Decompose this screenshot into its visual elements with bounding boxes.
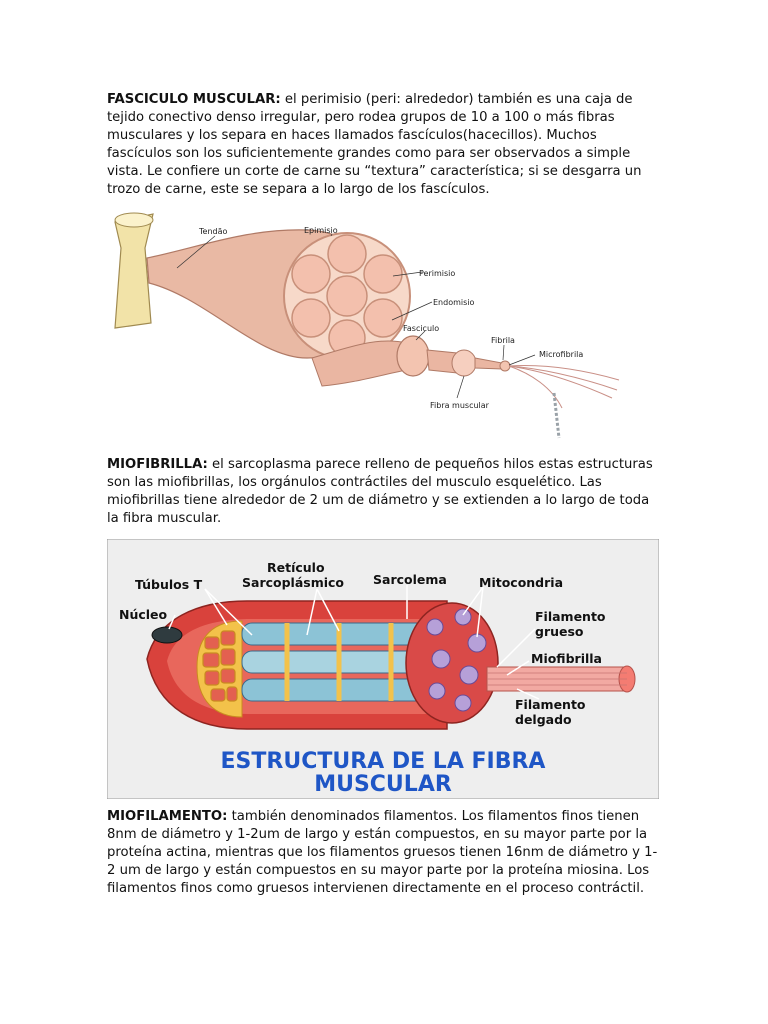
miofibrilla-text: el sarcoplasma parece relleno de pequeños hilos estas estructuras son las miofibrillas, los orgánulos contráctiles del musculo esquelético. Las miofibrillas tiene alrededor de 2 um de diámetro y se extienden a lo largo de toda la fibra muscular. <box>107 457 653 526</box>
label-sarcolema: Sarcolema <box>373 572 447 587</box>
miofilamento-heading: MIOFILAMENTO: <box>107 809 228 824</box>
label-filamento-delgado-2: delgado <box>515 712 572 727</box>
label-fibra-muscular: Fibra muscular <box>430 401 489 410</box>
muscle-anatomy-figure <box>107 208 627 448</box>
label-reticulo: Retículo <box>267 560 325 575</box>
label-filamento-delgado-1: Filamento <box>515 697 586 712</box>
miofibrilla-heading: MIOFIBRILLA: <box>107 457 208 472</box>
fasciculo-paragraph <box>107 91 663 199</box>
miofilamento-paragraph <box>107 808 663 898</box>
label-epimisio: Epimisio <box>304 226 338 235</box>
label-tendon: Tendão <box>199 227 228 236</box>
label-fasciculo: Fasciculo <box>403 324 440 333</box>
label-microfibrila: Microfibrila <box>539 350 584 359</box>
figure-title-line1: ESTRUCTURA DE LA FIBRA <box>220 749 546 774</box>
label-mitocondria: Mitocondria <box>479 575 564 590</box>
label-filamento-grueso-2: grueso <box>535 624 584 639</box>
muscle-fiber-figure <box>107 539 659 799</box>
label-sarcoplasmico: Sarcoplásmico <box>242 575 345 590</box>
label-nucleo: Núcleo <box>119 607 168 622</box>
figure-title-line2: MUSCULAR <box>314 772 452 797</box>
label-fibrila: Fibrila <box>491 336 515 345</box>
label-endomisio: Endomisio <box>433 298 475 307</box>
label-miofibrilla: Miofibrilla <box>531 651 602 666</box>
miofilamento-text: también denominados filamentos. Los filamentos finos tienen 8nm de diámetro y 1-2um de largo y están compuestos, en su mayor parte por la proteína actina, mientras que los filamentos gruesos tienen 16nm de diámetro y 1-2 um de largo y están compuestos en su mayor parte por la proteína miosina. Los filamentos finos como gruesos intervienen directamente en el proceso contráctil. <box>107 809 658 896</box>
fasciculo-heading: FASCICULO MUSCULAR: <box>107 92 281 107</box>
label-perimisio: Perimisio <box>419 269 456 278</box>
miofibrilla-paragraph <box>107 456 663 528</box>
fasciculo-text: el perimisio (peri: alrededor) también es una caja de tejido conectivo denso irregular, pero rodea grupos de 10 a 100 o más fibras musculares y los separa en haces llamados fascículos(hacecillos). Muchos fascículos son los suficientemente grandes como para ser observados a simple vista. Le confiere un corte de carne su “textura” característica; si se desgarra un trozo de carne, este se separa a lo largo de los fascículos. <box>107 92 642 197</box>
label-filamento-grueso-1: Filamento <box>535 609 606 624</box>
label-tubulos-t: Túbulos T <box>135 577 203 592</box>
